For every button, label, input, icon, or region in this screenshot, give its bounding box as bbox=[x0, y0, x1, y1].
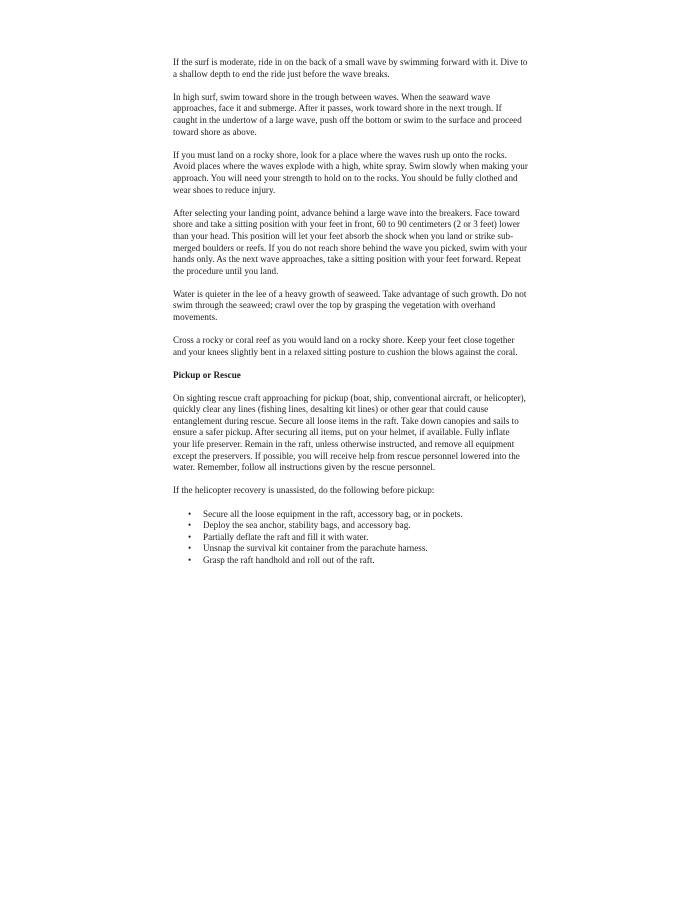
paragraph-sighting-rescue: On sighting rescue craft approaching for pickup (boat, ship, conventional aircraft, or helicopter), quickly clear any lines (fishing lines, desalting kit lines) or other gear that could cause entanglement during rescue. Secure all loose items in the raft. Take down canopies and sails to ensure a safer pickup. After securing all items, put on your helmet, if available. Fully inflate your life preserver. Remain in the raft, unless otherwise instructed, and remove all equipment except the preservers. If possible, you will receive help from rescue personnel lowered into the water. Remember, follow all instructions given by the rescue personnel. bbox=[173, 392, 526, 473]
list-item: • Secure all the loose equipment in the raft, accessory bag, or in pockets. bbox=[173, 509, 528, 521]
paragraph-helicopter-intro: If the helicopter recovery is unassisted, do the following before pickup: bbox=[173, 485, 435, 496]
pickup-checklist bbox=[173, 509, 528, 567]
list-item: • Grasp the raft handhold and roll out of the raft. bbox=[173, 555, 528, 567]
paragraph-moderate-surf: If the surf is moderate, ride in on the back of a small wave by swimming forward with it. Dive to a shallow depth to end the ride just before the wave breaks. bbox=[173, 57, 528, 79]
section-heading-pickup-rescue: Pickup or Rescue bbox=[173, 370, 241, 381]
list-item: • Unsnap the survival kit container from the parachute harness. bbox=[173, 543, 528, 555]
paragraph-landing-point: After selecting your landing point, advance behind a large wave into the breakers. Face toward shore and take a sitting position with your feet in front, 60 to 90 centimeters (2 or 3 feet) lower than your head. This position will let your feet absorb the shock when you land or strike sub-merged boulders or reefs. If you do not reach shore behind the wave you picked, swim with your hands only. As the next wave approaches, take a sitting position with your feet forward. Repeat the procedure until you land. bbox=[173, 207, 527, 276]
list-item: • Deploy the sea anchor, stability bags, and accessory bag. bbox=[173, 520, 528, 532]
paragraph-rocky-shore: If you must land on a rocky shore, look for a place where the waves rush up onto the rocks. Avoid places where the waves explode with a high, white spray. Swim slowly when making your approach. You will need your strength to hold on to the rocks. You should be fully clothed and wear shoes to reduce injury. bbox=[173, 149, 528, 195]
paragraph-coral-reef: Cross a rocky or coral reef as you would land on a rocky shore. Keep your feet close together and your knees slightly bent in a relaxed sitting posture to cushion the blows against the coral. bbox=[173, 335, 518, 357]
page-content bbox=[173, 57, 528, 567]
paragraph-high-surf: In high surf, swim toward shore in the trough between waves. When the seaward wave approaches, face it and submerge. After it passes, work toward shore in the next trough. If caught in the undertow of a large wave, push off the bottom or swim to the surface and proceed toward shore as above. bbox=[173, 91, 522, 137]
list-item: • Partially deflate the raft and fill it with water. bbox=[173, 532, 528, 544]
paragraph-seaweed: Water is quieter in the lee of a heavy growth of seaweed. Take advantage of such growth. Do not swim through the seaweed; crawl over the top by grasping the vegetation with overhand movements. bbox=[173, 288, 527, 323]
